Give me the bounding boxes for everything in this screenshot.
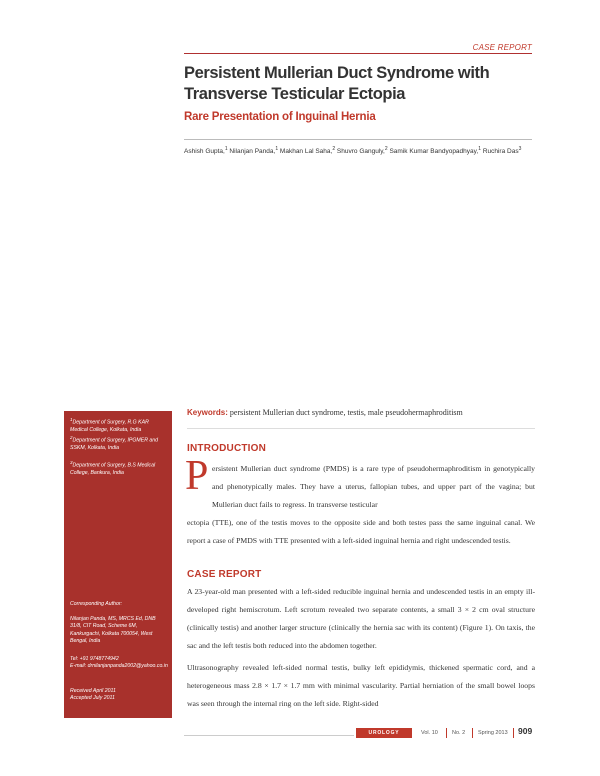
page-number: 909 bbox=[518, 726, 533, 736]
author: Ruchira Das$^3$ bbox=[482, 146, 522, 156]
article-title: Persistent Mullerian Duct Syndrome with Transverse Testicular Ectopia bbox=[184, 64, 490, 103]
keywords-text: persistent Mullerian duct syndrome, testis, male pseudohermaphroditism bbox=[229, 408, 463, 417]
corresponding-address: Nilanjan Panda, MS, MRCS Ed, DNB 31/8, CIT Road, Scheme 6M, Kankurgachi, Kolkata 700054, West Bengal, India bbox=[70, 616, 156, 644]
keywords bbox=[187, 408, 537, 417]
footer-rule bbox=[184, 735, 354, 736]
author: Makhan Lal Saha,$^2$ bbox=[279, 146, 336, 156]
footer-separator bbox=[446, 728, 447, 738]
corresponding-author-label: Corresponding Author: bbox=[70, 601, 123, 607]
footer-separator bbox=[513, 728, 514, 738]
author: Shuvro Ganguly,$^2$ bbox=[336, 146, 388, 156]
section-label: CASE REPORT bbox=[472, 43, 532, 52]
case-report-paragraph: A 23-year-old man presented with a left-sided reducible inguinal hernia and undescended testis in an empty ill-developed right hemiscrotum. Left scrotum revealed two separate contents, a small 3 × 2 cm oval structure (clinically testis) and another larger structure (clinically the hernia sac with its content) (Figure 1). On taxis, the sac and the left testis both reduced into the abdomen together. bbox=[187, 587, 535, 650]
keywords-rule bbox=[187, 428, 535, 429]
affiliation-2: $^2$Department of Surgery, IPGMER and SSKM, Kolkata, India bbox=[70, 435, 159, 452]
drop-cap: P bbox=[185, 453, 209, 499]
author-list bbox=[184, 145, 534, 156]
affiliation-3: $^3$Department of Surgery, B.S Medical College, Bankura, India bbox=[70, 460, 156, 477]
introduction-paragraph: ersistent Mullerian duct syndrome (PMDS) is a rare type of pseudohermaphroditism in genotypically and phenotypically males. They have a uterus, fallopian tubes, and upper part of the vagina; but Mullerian duct fails to regress. In transverse testicular bbox=[212, 464, 535, 509]
email: E-mail: drnilanjanpanda2002@yahoo.co.in bbox=[70, 663, 168, 670]
contact-info bbox=[70, 656, 168, 671]
journal-name: UROLOGY JOURNAL bbox=[356, 728, 412, 738]
article-dates bbox=[70, 688, 168, 703]
author: Samik Kumar Bandyopadhyay,$^1$ bbox=[389, 146, 481, 156]
affiliation-1: $^1$Department of Surgery, R.G KAR Medical College, Kolkata, India bbox=[70, 417, 149, 434]
case-report-heading: CASE REPORT bbox=[187, 569, 262, 580]
footer-separator bbox=[472, 728, 473, 738]
keywords-label: Keywords: bbox=[187, 408, 228, 417]
case-report-paragraph: Ultrasonography revealed left-sided normal testis, bulky left epididymis, thickened spermatic cord, and a heterogeneous mass 2.8 × 1.7 × 1.7 mm with minimal vascularity. Partial herniation of the small bowel loops was seen through the internal ring on the left side. Right-sided bbox=[187, 663, 535, 708]
introduction-paragraph-continued: ectopia (TTE), one of the testis moves to the opposite side and both testes pass the same inguinal canal. We report a case of PMDS with TTE presented with a left-sided inguinal hernia and right undescended testis. bbox=[187, 518, 535, 545]
affiliation-sidebar bbox=[64, 411, 172, 718]
author: Ashish Gupta,$^1$ bbox=[184, 146, 228, 156]
accepted-date: Accepted July 2011 bbox=[70, 695, 115, 702]
issue: No. 2 bbox=[452, 730, 466, 736]
article-subtitle: Rare Presentation of Inguinal Hernia bbox=[184, 111, 376, 123]
header-rule bbox=[184, 53, 532, 54]
telephone: Tel: +91 9748774942 bbox=[70, 656, 119, 662]
title-rule bbox=[184, 139, 532, 140]
season: Spring 2013 bbox=[478, 730, 508, 736]
author: Nilanjan Panda,$^1$ bbox=[229, 146, 279, 156]
received-date: Received April 2011 bbox=[70, 688, 116, 694]
introduction-heading: INTRODUCTION bbox=[187, 443, 267, 454]
volume: Vol. 10 bbox=[421, 730, 438, 736]
